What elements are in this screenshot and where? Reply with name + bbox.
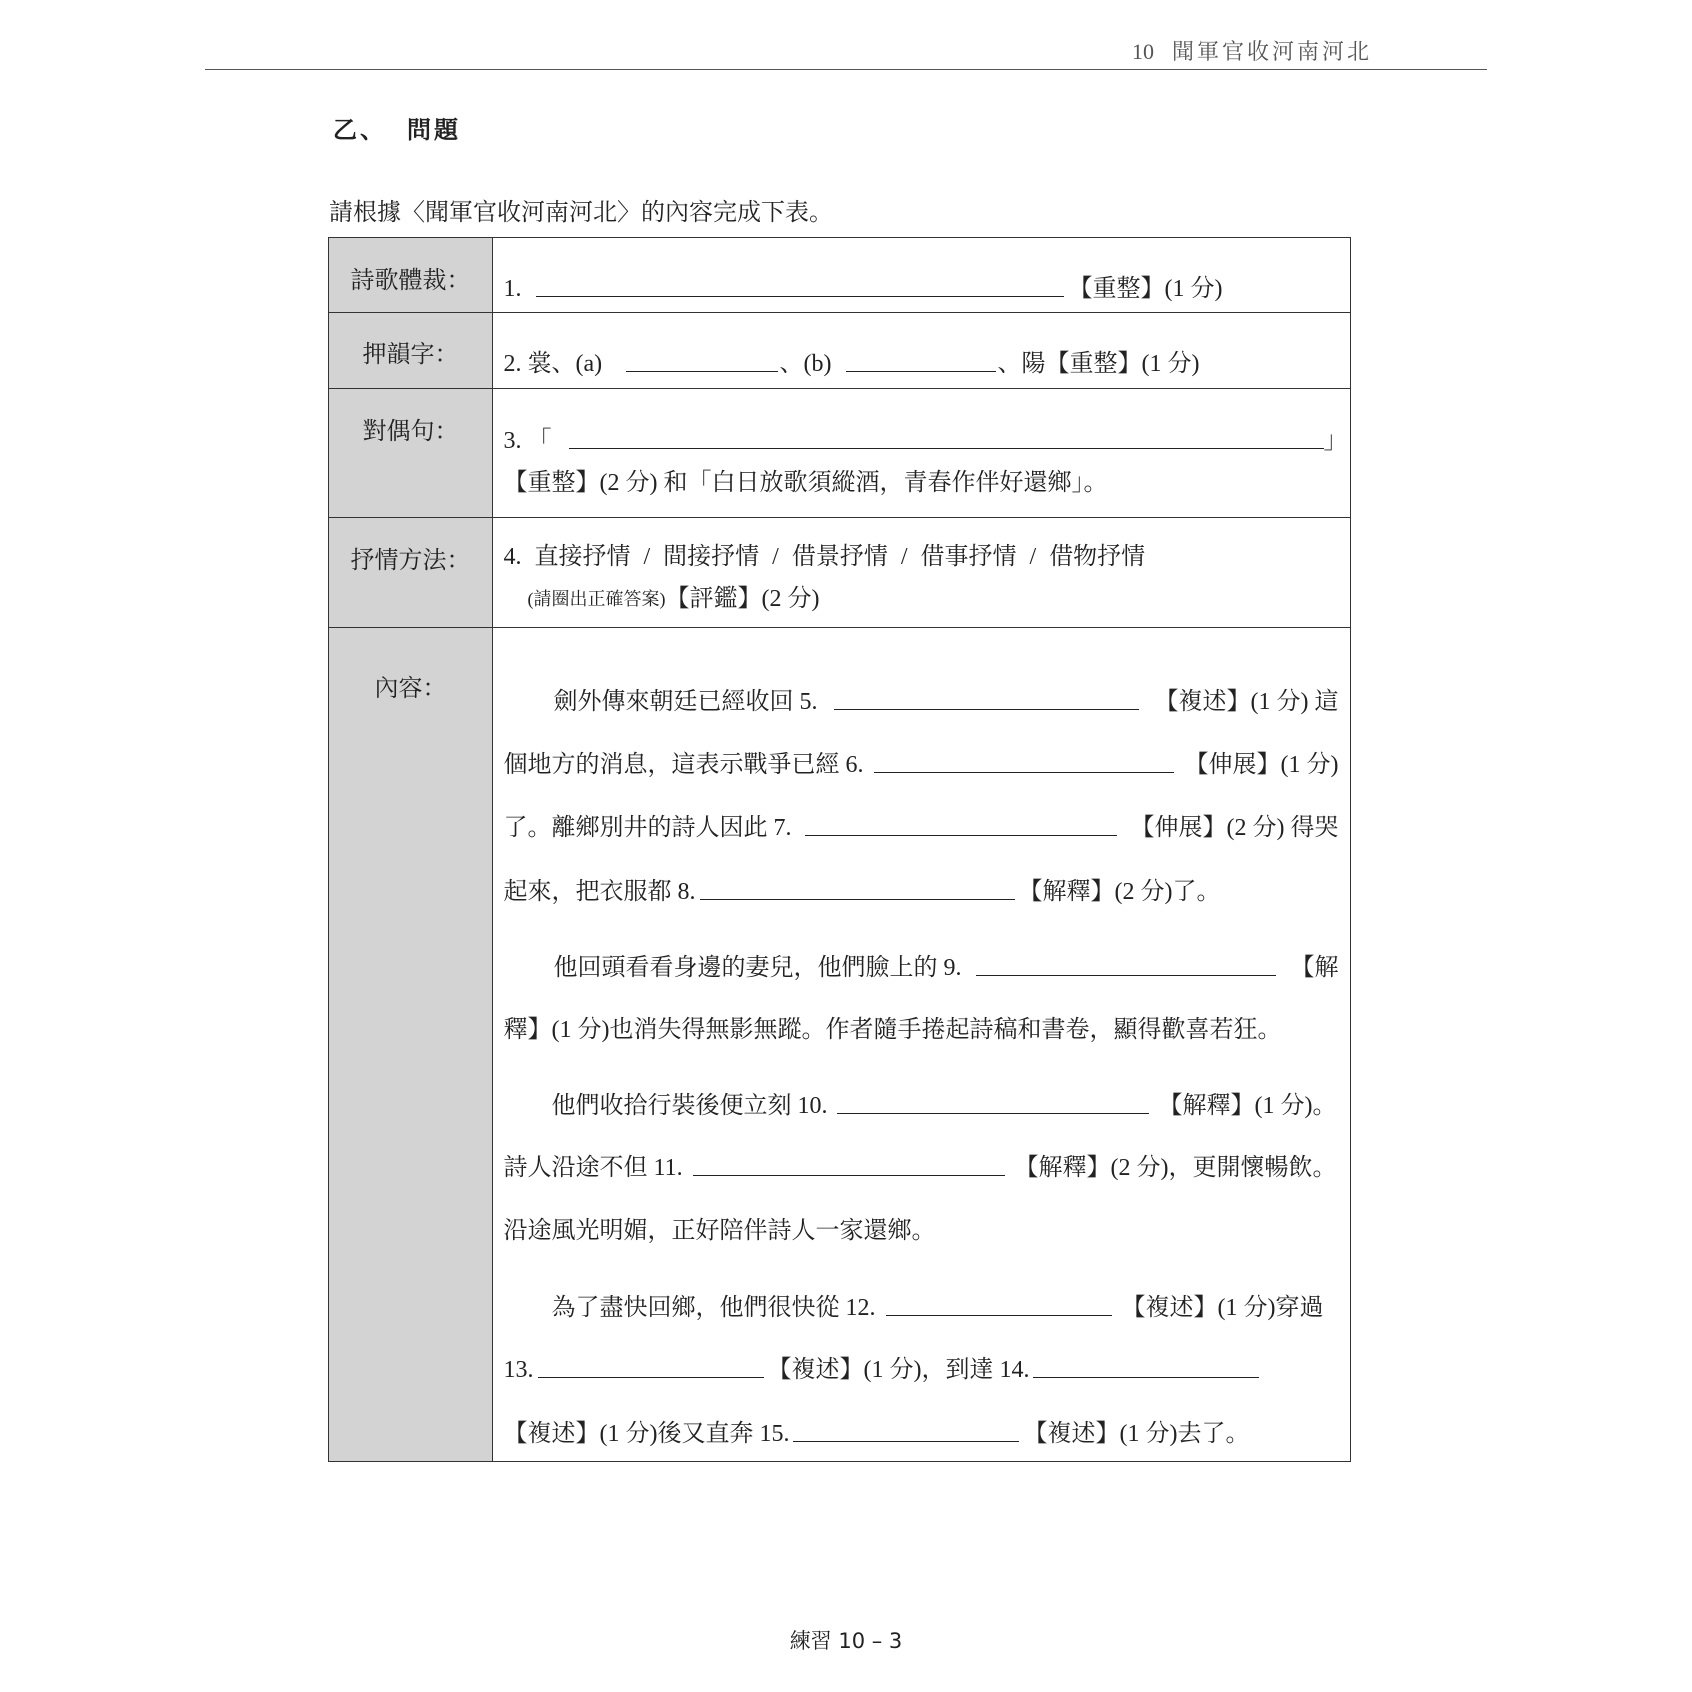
closing-quote: 」 (1323, 428, 1348, 454)
line-text: 13. (503, 1357, 534, 1383)
answer-blank (536, 275, 1064, 297)
label-cell (329, 518, 493, 627)
line-text: 【伸展】(1 分) (1184, 752, 1339, 778)
circle-hint: (請圈出正確答案) (527, 589, 666, 609)
marking-tag: 【評鑑】(2 分) (665, 586, 820, 612)
question-line-2: 【重整】(2 分) 和「白日放歌須縱酒，青春作伴好還鄉」。 (503, 470, 1108, 496)
worksheet-table (328, 237, 1351, 1462)
content-line (504, 814, 1339, 842)
row-couplet (329, 389, 1350, 518)
instruction-text: 請根據〈聞軍官收河南河北〉的內容完成下表。 (329, 198, 833, 226)
line-text: 沿途風光明媚，正好陪伴詩人一家還鄉。 (503, 1218, 936, 1244)
line-text: 【複述】(1 分)，到達 14. (767, 1357, 1030, 1383)
content-line (552, 1294, 1324, 1322)
answer-blank (805, 814, 1117, 836)
question-lead: 3. 「 (503, 428, 552, 454)
answer-cell (494, 518, 1351, 627)
answer-blank-a (626, 350, 778, 372)
content-line (554, 688, 1339, 716)
running-header (1132, 35, 1372, 66)
page-footer: 練習 10 – 3 (789, 1629, 903, 1653)
label-cell (329, 628, 493, 1461)
option-separator: / (1029, 544, 1037, 570)
marking-tag: 【重整】(1 分) (1068, 276, 1223, 302)
answer-blank (886, 1294, 1112, 1316)
line-text: 他們收拾行裝後便立刻 10. (551, 1093, 828, 1119)
content-line (504, 1016, 1282, 1044)
answer-blank (874, 751, 1174, 773)
line-text: 劍外傳來朝廷已經收回 5. (553, 689, 818, 715)
line-text: 【複述】(1 分)穿過 (1121, 1295, 1324, 1321)
method-options (504, 543, 1146, 571)
content-line (504, 1356, 1260, 1384)
line-text: 了。離鄉別井的詩人因此 7. (503, 815, 792, 841)
row-method (329, 518, 1350, 628)
answer-blank (569, 427, 1324, 449)
section-title: 問題 (407, 116, 461, 144)
content-line (504, 751, 1339, 779)
question-lead: 2. 裳、(a) (503, 351, 603, 377)
option-object: 借物抒情 (1049, 544, 1146, 570)
label-rhyme: 押韻字： (362, 340, 459, 368)
question-number: 1. (503, 276, 522, 302)
content-line (504, 1154, 1337, 1182)
answer-blank (793, 1420, 1019, 1442)
content-line (552, 1092, 1337, 1120)
answer-blank (538, 1356, 764, 1378)
content-line (504, 878, 1221, 906)
option-separator: / (643, 544, 651, 570)
option-event: 借事抒情 (920, 544, 1017, 570)
line-text: 【伸展】(2 分) 得哭 (1130, 815, 1339, 841)
option-separator: / (772, 544, 779, 570)
header-chapter-title: 聞軍官收河南河北 (1172, 39, 1373, 64)
method-hint-line (528, 585, 820, 613)
label-content: 內容： (374, 674, 447, 702)
line-text: 起來，把衣服都 8. (503, 879, 696, 905)
question-number: 4. (503, 544, 522, 570)
label-cell (329, 238, 493, 312)
label-cell (329, 389, 493, 517)
option-indirect: 間接抒情 (663, 544, 760, 570)
content-line (504, 1217, 936, 1245)
header-page-number: 10 (1132, 39, 1154, 64)
answer-blank (837, 1092, 1149, 1114)
section-number: 乙、 (333, 116, 387, 144)
answer-blank (1033, 1356, 1259, 1378)
row-rhyme (329, 313, 1350, 389)
line-text: 【複述】(1 分)後又直奔 15. (503, 1421, 790, 1447)
answer-blank (976, 954, 1276, 976)
section-heading (333, 110, 461, 145)
option-scene: 借景抒情 (791, 544, 888, 570)
line-text: 【解釋】(2 分)，更開懷暢飲。 (1014, 1155, 1337, 1181)
line-text: 釋】(1 分)也消失得無影無蹤。作者隨手捲起詩稿和書卷，顯得歡喜若狂。 (503, 1017, 1282, 1043)
answer-blank (700, 878, 1015, 900)
line-text: 【解釋】(1 分)。 (1158, 1093, 1337, 1119)
label-cell (329, 313, 493, 388)
answer-cell (494, 238, 1351, 312)
content-line (504, 1420, 1250, 1448)
header-rule (205, 69, 1487, 70)
line-text: 詩人沿途不但 11. (503, 1155, 683, 1181)
answer-blank (693, 1154, 1005, 1176)
label-couplet: 對偶句： (362, 417, 459, 445)
question-tail: 、陽【重整】(1 分) (997, 351, 1200, 377)
row-content (329, 628, 1350, 1461)
label-method: 抒情方法： (350, 546, 471, 574)
line-text: 【複述】(1 分) 這 (1154, 689, 1339, 715)
option-direct: 直接抒情 (534, 544, 631, 570)
content-line (554, 954, 1339, 982)
option-separator: / (900, 544, 908, 570)
line-text: 【解釋】(2 分)了。 (1018, 879, 1221, 905)
line-text: 個地方的消息，這表示戰爭已經 6. (503, 752, 864, 778)
line-text: 他回頭看看身邊的妻兒，他們臉上的 9. (553, 955, 962, 981)
label-genre: 詩歌體裁： (350, 266, 471, 294)
line-text: 【複述】(1 分)去了。 (1023, 1421, 1250, 1447)
line-text: 為了盡快回鄉，他們很快從 12. (551, 1295, 876, 1321)
answer-cell (494, 313, 1351, 388)
line-text: 【解 (1290, 955, 1339, 981)
answer-blank-b (846, 350, 996, 372)
row-genre (329, 238, 1350, 313)
answer-cell (494, 389, 1351, 517)
question-mid: 、(b) (779, 351, 832, 377)
answer-cell (494, 628, 1351, 1461)
answer-blank (834, 688, 1139, 710)
